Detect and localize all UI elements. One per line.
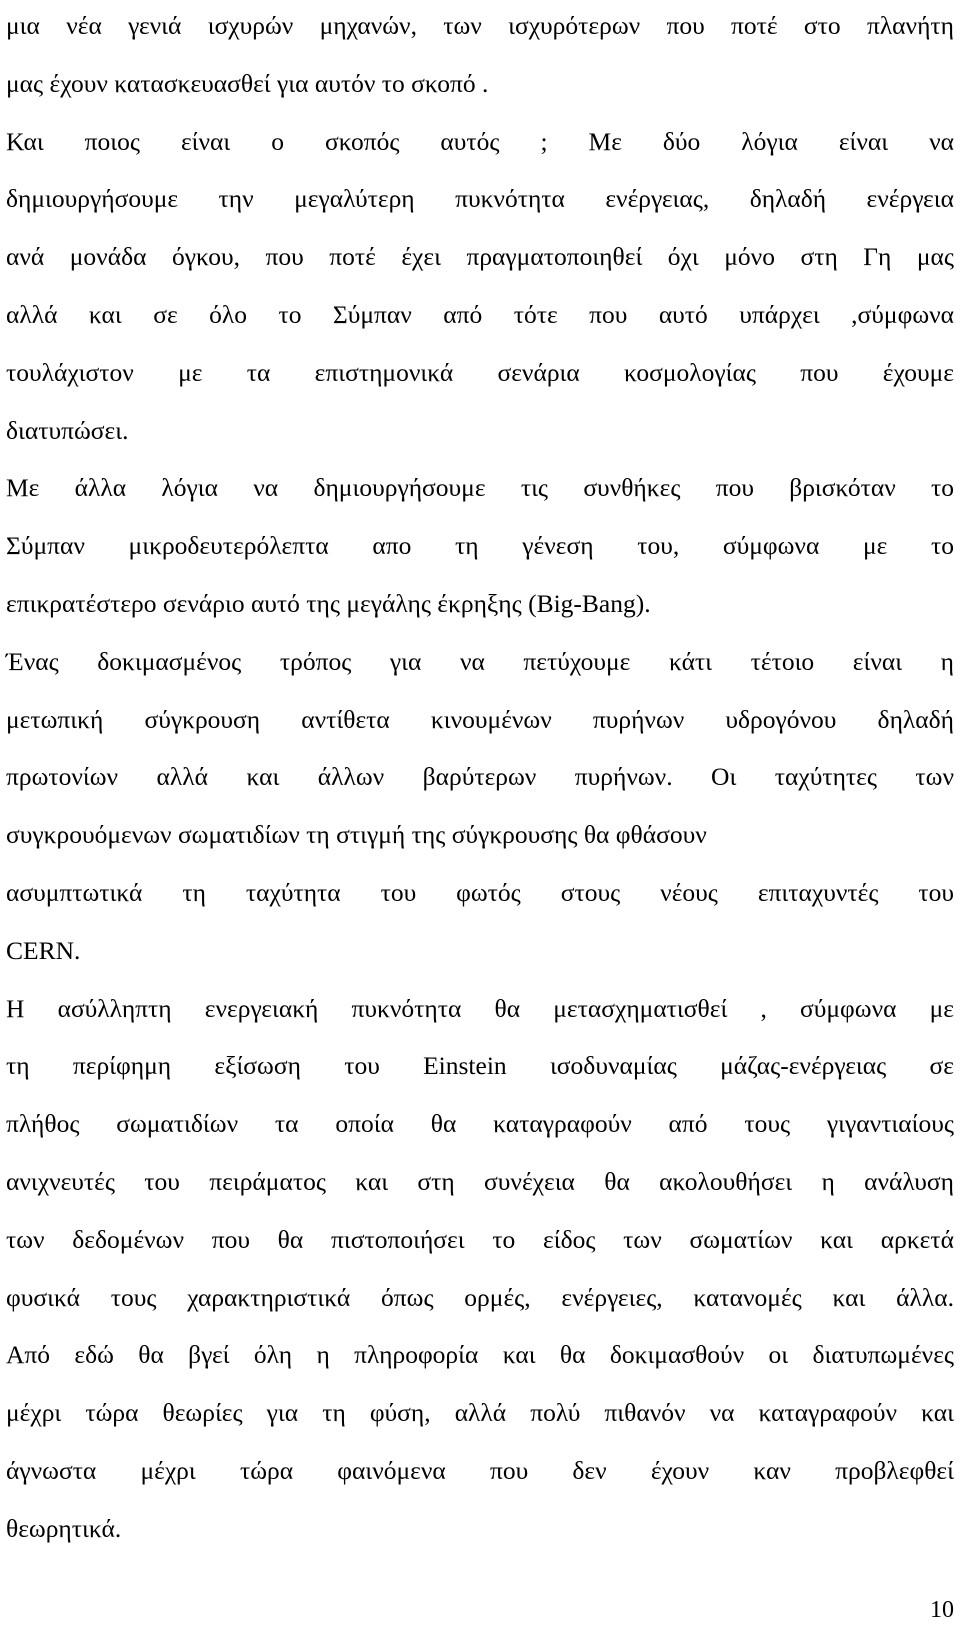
page-number: 10 — [930, 1597, 954, 1623]
text-line: μέχρι τώρα θεωρίες για τη φύση, αλλά πολύ πιθανόν να καταγραφούν και — [6, 1398, 954, 1428]
text-line: μας έχουν κατασκευασθεί για αυτόν το σκοπό . — [6, 68, 489, 98]
text-line: Και ποιος είναι ο σκοπός αυτός ; Με δύο λόγια είναι να — [6, 126, 954, 156]
text-line: CERN. — [6, 935, 81, 965]
text-line: ασυμπτωτικά τη ταχύτητα του φωτός στους νέους επιταχυντές του — [6, 877, 954, 907]
text-line: αλλά και σε όλο το Σύμπαν από τότε που αυτό υπάρχει ,σύμφωνα — [6, 299, 954, 329]
text-line: θεωρητικά. — [6, 1513, 122, 1543]
text-line: μετωπική σύγκρουση αντίθετα κινουμένων πυρήνων υδρογόνου δηλαδή — [6, 704, 954, 734]
text-line: μια νέα γενιά ισχυρών μηχανών, των ισχυρότερων που ποτέ στο πλανήτη — [6, 11, 954, 40]
text-line: ανά μονάδα όγκου, που ποτέ έχει πραγματοποιηθεί όχι μόνο στη Γη μας — [6, 242, 954, 272]
text-line: Η ασύλληπτη ενεργειακή πυκνότητα θα μετασχηματισθεί , σύμφωνα με — [6, 993, 954, 1023]
text-line: άγνωστα μέχρι τώρα φαινόμενα που δεν έχουν καν προβλεφθεί — [6, 1455, 954, 1485]
text-line: Με άλλα λόγια να δημιουργήσουμε τις συνθήκες που βρισκόταν το — [6, 473, 954, 503]
text-line: τη περίφημη εξίσωση του Einstein ισοδυναμίας μάζας-ενέργειας σε — [6, 1051, 954, 1081]
text-line: επικρατέστερο σενάριο αυτό της μεγάλης έκρηξης (Big-Bang). — [6, 588, 651, 618]
text-line: συγκρουόμενων σωματιδίων τη στιγμή της σύγκρουσης θα φθάσουν — [6, 820, 707, 850]
text-line: διατυπώσει. — [6, 415, 129, 445]
text-line: ανιχνευτές του πειράματος και στη συνέχεια θα ακολουθήσει η ανάλυση — [6, 1166, 954, 1196]
body-text — [6, 0, 954, 1558]
text-line: τουλάχιστον με τα επιστημονικά σενάρια κοσμολογίας που έχουμε — [6, 357, 954, 387]
text-line: των δεδομένων που θα πιστοποιήσει το είδος των σωματίων και αρκετά — [6, 1224, 954, 1254]
text-line: πρωτονίων αλλά και άλλων βαρύτερων πυρήνων. Οι ταχύτητες των — [6, 762, 954, 792]
text-line: Από εδώ θα βγεί όλη η πληροφορία και θα δοκιμασθούν οι διατυπωμένες — [6, 1340, 954, 1370]
text-line: Ένας δοκιμασμένος τρόπος για να πετύχουμε κάτι τέτοιο είναι η — [6, 646, 954, 676]
text-line: πλήθος σωματιδίων τα οποία θα καταγραφούν από τους γιγαντιαίους — [6, 1109, 954, 1139]
text-line: φυσικά τους χαρακτηριστικά όπως ορμές, ενέργειες, κατανομές και άλλα. — [6, 1282, 954, 1312]
text-line: δημιουργήσουμε την μεγαλύτερη πυκνότητα ενέργειας, δηλαδή ενέργεια — [6, 184, 954, 214]
text-line: Σύμπαν μικροδευτερόλεπτα απο τη γένεση του, σύμφωνα με το — [6, 531, 954, 561]
